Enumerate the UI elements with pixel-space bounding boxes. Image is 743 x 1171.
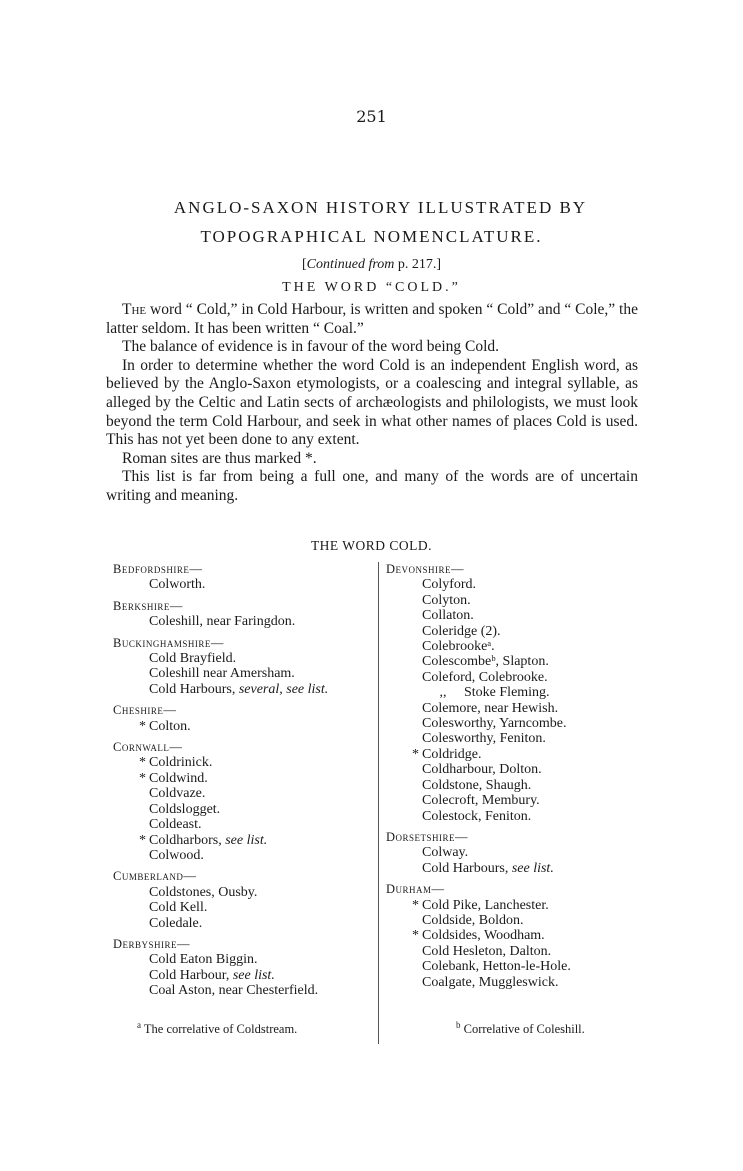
- county-name: Cumberland—: [113, 869, 197, 884]
- place-name: Coldwind.: [149, 770, 208, 786]
- place-entry: [386, 861, 626, 876]
- body-text: [106, 301, 638, 506]
- county-group: [386, 830, 626, 876]
- place-entry: [113, 651, 375, 666]
- place-name: Colemore, near Hewish.: [422, 700, 559, 716]
- paragraph-lead: The: [122, 301, 147, 318]
- county-group: [113, 599, 375, 630]
- place-entry: [113, 771, 375, 786]
- place-name: Coldsides, Woodham.: [422, 928, 545, 944]
- footnote-a-text: The correlative of Coldstream.: [141, 1022, 298, 1036]
- place-entry: [113, 848, 375, 863]
- place-entry: [113, 786, 375, 801]
- place-entry: [386, 898, 626, 913]
- place-name: Cold Kell.: [149, 900, 208, 916]
- place-name: Collaton.: [422, 608, 474, 624]
- place-name: Coldrinick.: [149, 755, 213, 771]
- paragraph-text: word “ Cold,” in Cold Harbour, is written and spoken “ Cold” and “ Cole,” the latter seldom. It has been written “ Coal.”: [106, 301, 638, 337]
- county-group: [113, 703, 375, 734]
- place-name: Cold Eaton Biggin.: [149, 952, 258, 968]
- paragraph: [106, 468, 638, 505]
- place-name: Colescombeᵇ, Slapton.: [422, 654, 549, 670]
- continued-italic: Continued from: [306, 257, 395, 272]
- roman-site-mark: *: [139, 832, 146, 848]
- paragraph: [106, 338, 638, 357]
- place-name: Coldharbors,: [149, 832, 226, 848]
- place-name: Cold Harbours,: [422, 860, 512, 876]
- place-name: Coleshill, near Faringdon.: [149, 614, 296, 630]
- place-name: Coleridge (2).: [422, 623, 501, 639]
- paragraph: [106, 357, 638, 450]
- list-heading: THE WORD COLD.: [310, 538, 433, 553]
- county-group: [113, 740, 375, 863]
- place-name: Coalgate, Muggleswick.: [422, 974, 559, 990]
- place-name: Colyford.: [422, 577, 477, 593]
- article-title-line-1: ANGLO-SAXON HISTORY ILLUSTRATED BY: [173, 198, 588, 217]
- place-name: Coldharbour, Dolton.: [422, 762, 542, 778]
- place-entry: [113, 666, 375, 681]
- place-name: Coledale.: [149, 915, 203, 931]
- place-name: Colyton.: [422, 592, 471, 608]
- roman-site-mark: *: [412, 897, 419, 913]
- place-name: Cold Harbours,: [149, 681, 239, 697]
- county-group: [113, 869, 375, 931]
- paragraph: [106, 301, 638, 338]
- place-entry: [113, 916, 375, 931]
- place-name: Coldside, Boldon.: [422, 912, 524, 928]
- place-entry: [113, 952, 375, 967]
- place-entry: [386, 959, 626, 974]
- footnote-b: [456, 1019, 585, 1037]
- place-entry: [113, 682, 375, 697]
- place-entry: [113, 802, 375, 817]
- page-number: 251: [356, 107, 387, 126]
- place-note: several, see list.: [238, 681, 329, 697]
- continued-note: [0, 257, 743, 273]
- footnote-a-mark: a: [137, 1019, 141, 1030]
- county-name: Berkshire—: [113, 598, 183, 613]
- paragraph-text: In order to determine whether the word Cold is an independent English word, as believed by the Anglo-Saxon etymologists, or a coalescing and integral syllable, as alleged by the Celtic and Latin sects of archæologists and philologists, we must look beyond the term Cold Harbour, and seek in what other names of places Cold is used. This has not yet been done to any extent.: [106, 356, 638, 449]
- place-name: Colworth.: [149, 577, 206, 593]
- place-name: Colebank, Hetton-le-Hole.: [422, 959, 571, 975]
- paragraph-text: This list is far from being a full one, and many of the words are of uncertain writing and meaning.: [106, 468, 638, 504]
- place-entry: [386, 793, 626, 808]
- place-name: Colesworthy, Yarncombe.: [422, 716, 567, 732]
- place-name: Coldeast.: [149, 817, 202, 833]
- place-note: see list.: [225, 832, 268, 848]
- place-entry: [386, 809, 626, 824]
- roman-site-mark: *: [139, 770, 146, 786]
- place-entry: [386, 670, 626, 685]
- county-group: [113, 562, 375, 593]
- place-name: Colway.: [422, 845, 469, 861]
- column-divider: [378, 562, 379, 1044]
- place-entry: [386, 747, 626, 762]
- place-name: Coldslogget.: [149, 801, 221, 817]
- place-name: Colestock, Feniton.: [422, 808, 532, 824]
- place-entry: [113, 614, 375, 629]
- county-name: Cornwall—: [113, 740, 183, 755]
- place-entry: [113, 817, 375, 832]
- roman-site-mark: *: [139, 718, 146, 734]
- place-entry: [386, 685, 626, 700]
- footnote-b-text: Correlative of Coleshill.: [460, 1022, 585, 1036]
- place-entry: [386, 654, 626, 669]
- place-entry: [386, 845, 626, 860]
- place-entry: [386, 624, 626, 639]
- place-entry: [386, 762, 626, 777]
- paragraph-text: Roman sites are thus marked *.: [122, 449, 317, 467]
- roman-site-mark: *: [412, 928, 419, 944]
- place-entry: [386, 701, 626, 716]
- article-title-line-2: TOPOGRAPHICAL NOMENCLATURE.: [200, 227, 543, 246]
- place-entry: [113, 833, 375, 848]
- place-entry: [386, 593, 626, 608]
- place-entry: [113, 983, 375, 998]
- place-name: Coldvaze.: [149, 786, 206, 802]
- county-group: [386, 882, 626, 990]
- place-name: Cold Brayfield.: [149, 651, 237, 667]
- place-name: Coleford, Colebrooke.: [422, 669, 548, 685]
- county-name: Cheshire—: [113, 703, 177, 718]
- county-group: [113, 636, 375, 698]
- footnote-a: [137, 1019, 298, 1037]
- place-entry: [386, 639, 626, 654]
- place-entry: [386, 928, 626, 943]
- place-entry: [113, 577, 375, 592]
- place-name: ,, Stoke Fleming.: [422, 685, 550, 701]
- place-name: Colwood.: [149, 847, 204, 863]
- place-entry: [113, 885, 375, 900]
- place-name: Cold Harbour,: [149, 967, 233, 983]
- place-entry: [113, 755, 375, 770]
- county-name: Durham—: [386, 882, 445, 897]
- county-group: [386, 562, 626, 824]
- county-name: Devonshire—: [386, 562, 465, 576]
- place-entry: [386, 778, 626, 793]
- place-entry: [113, 900, 375, 915]
- place-name: Coleshill near Amersham.: [149, 666, 295, 682]
- place-entry: [386, 716, 626, 731]
- county-group: [113, 937, 375, 999]
- place-name: Colebrookeᵃ.: [422, 639, 495, 655]
- county-name: Dorsetshire—: [386, 829, 469, 844]
- place-entry: [386, 944, 626, 959]
- place-entry: [113, 968, 375, 983]
- county-name: Buckinghamshire—: [113, 635, 224, 650]
- place-entry: [386, 731, 626, 746]
- place-name: Coldstones, Ousby.: [149, 884, 258, 900]
- roman-site-mark: *: [139, 755, 146, 771]
- place-entry: [386, 975, 626, 990]
- place-name: Colton.: [149, 718, 191, 734]
- continued-suffix: p. 217.]: [394, 257, 442, 272]
- left-column: [113, 562, 375, 1005]
- place-entry: [386, 577, 626, 592]
- roman-site-mark: *: [412, 746, 419, 762]
- continued-prefix: [: [301, 257, 307, 272]
- footnote-b-mark: b: [456, 1019, 461, 1030]
- place-note: see list.: [511, 860, 554, 876]
- place-note: see list.: [232, 967, 275, 983]
- section-heading: THE WORD “COLD.”: [282, 280, 461, 295]
- place-name: Coldridge.: [422, 746, 482, 762]
- place-name: Cold Pike, Lanchester.: [422, 897, 549, 913]
- place-name: Coal Aston, near Chesterfield.: [149, 983, 319, 999]
- paragraph: [106, 450, 638, 469]
- county-name: Bedfordshire—: [113, 562, 203, 576]
- place-name: Colesworthy, Feniton.: [422, 731, 546, 747]
- county-name: Derbyshire—: [113, 936, 191, 951]
- place-entry: [386, 913, 626, 928]
- paragraph-text: The balance of evidence is in favour of the word being Cold.: [122, 338, 500, 356]
- place-entry: [113, 719, 375, 734]
- place-name: Cold Hesleton, Dalton.: [422, 943, 552, 959]
- right-column: [386, 562, 626, 996]
- place-entry: [386, 608, 626, 623]
- place-name: Colecroft, Membury.: [422, 793, 540, 809]
- place-name: Coldstone, Shaugh.: [422, 777, 532, 793]
